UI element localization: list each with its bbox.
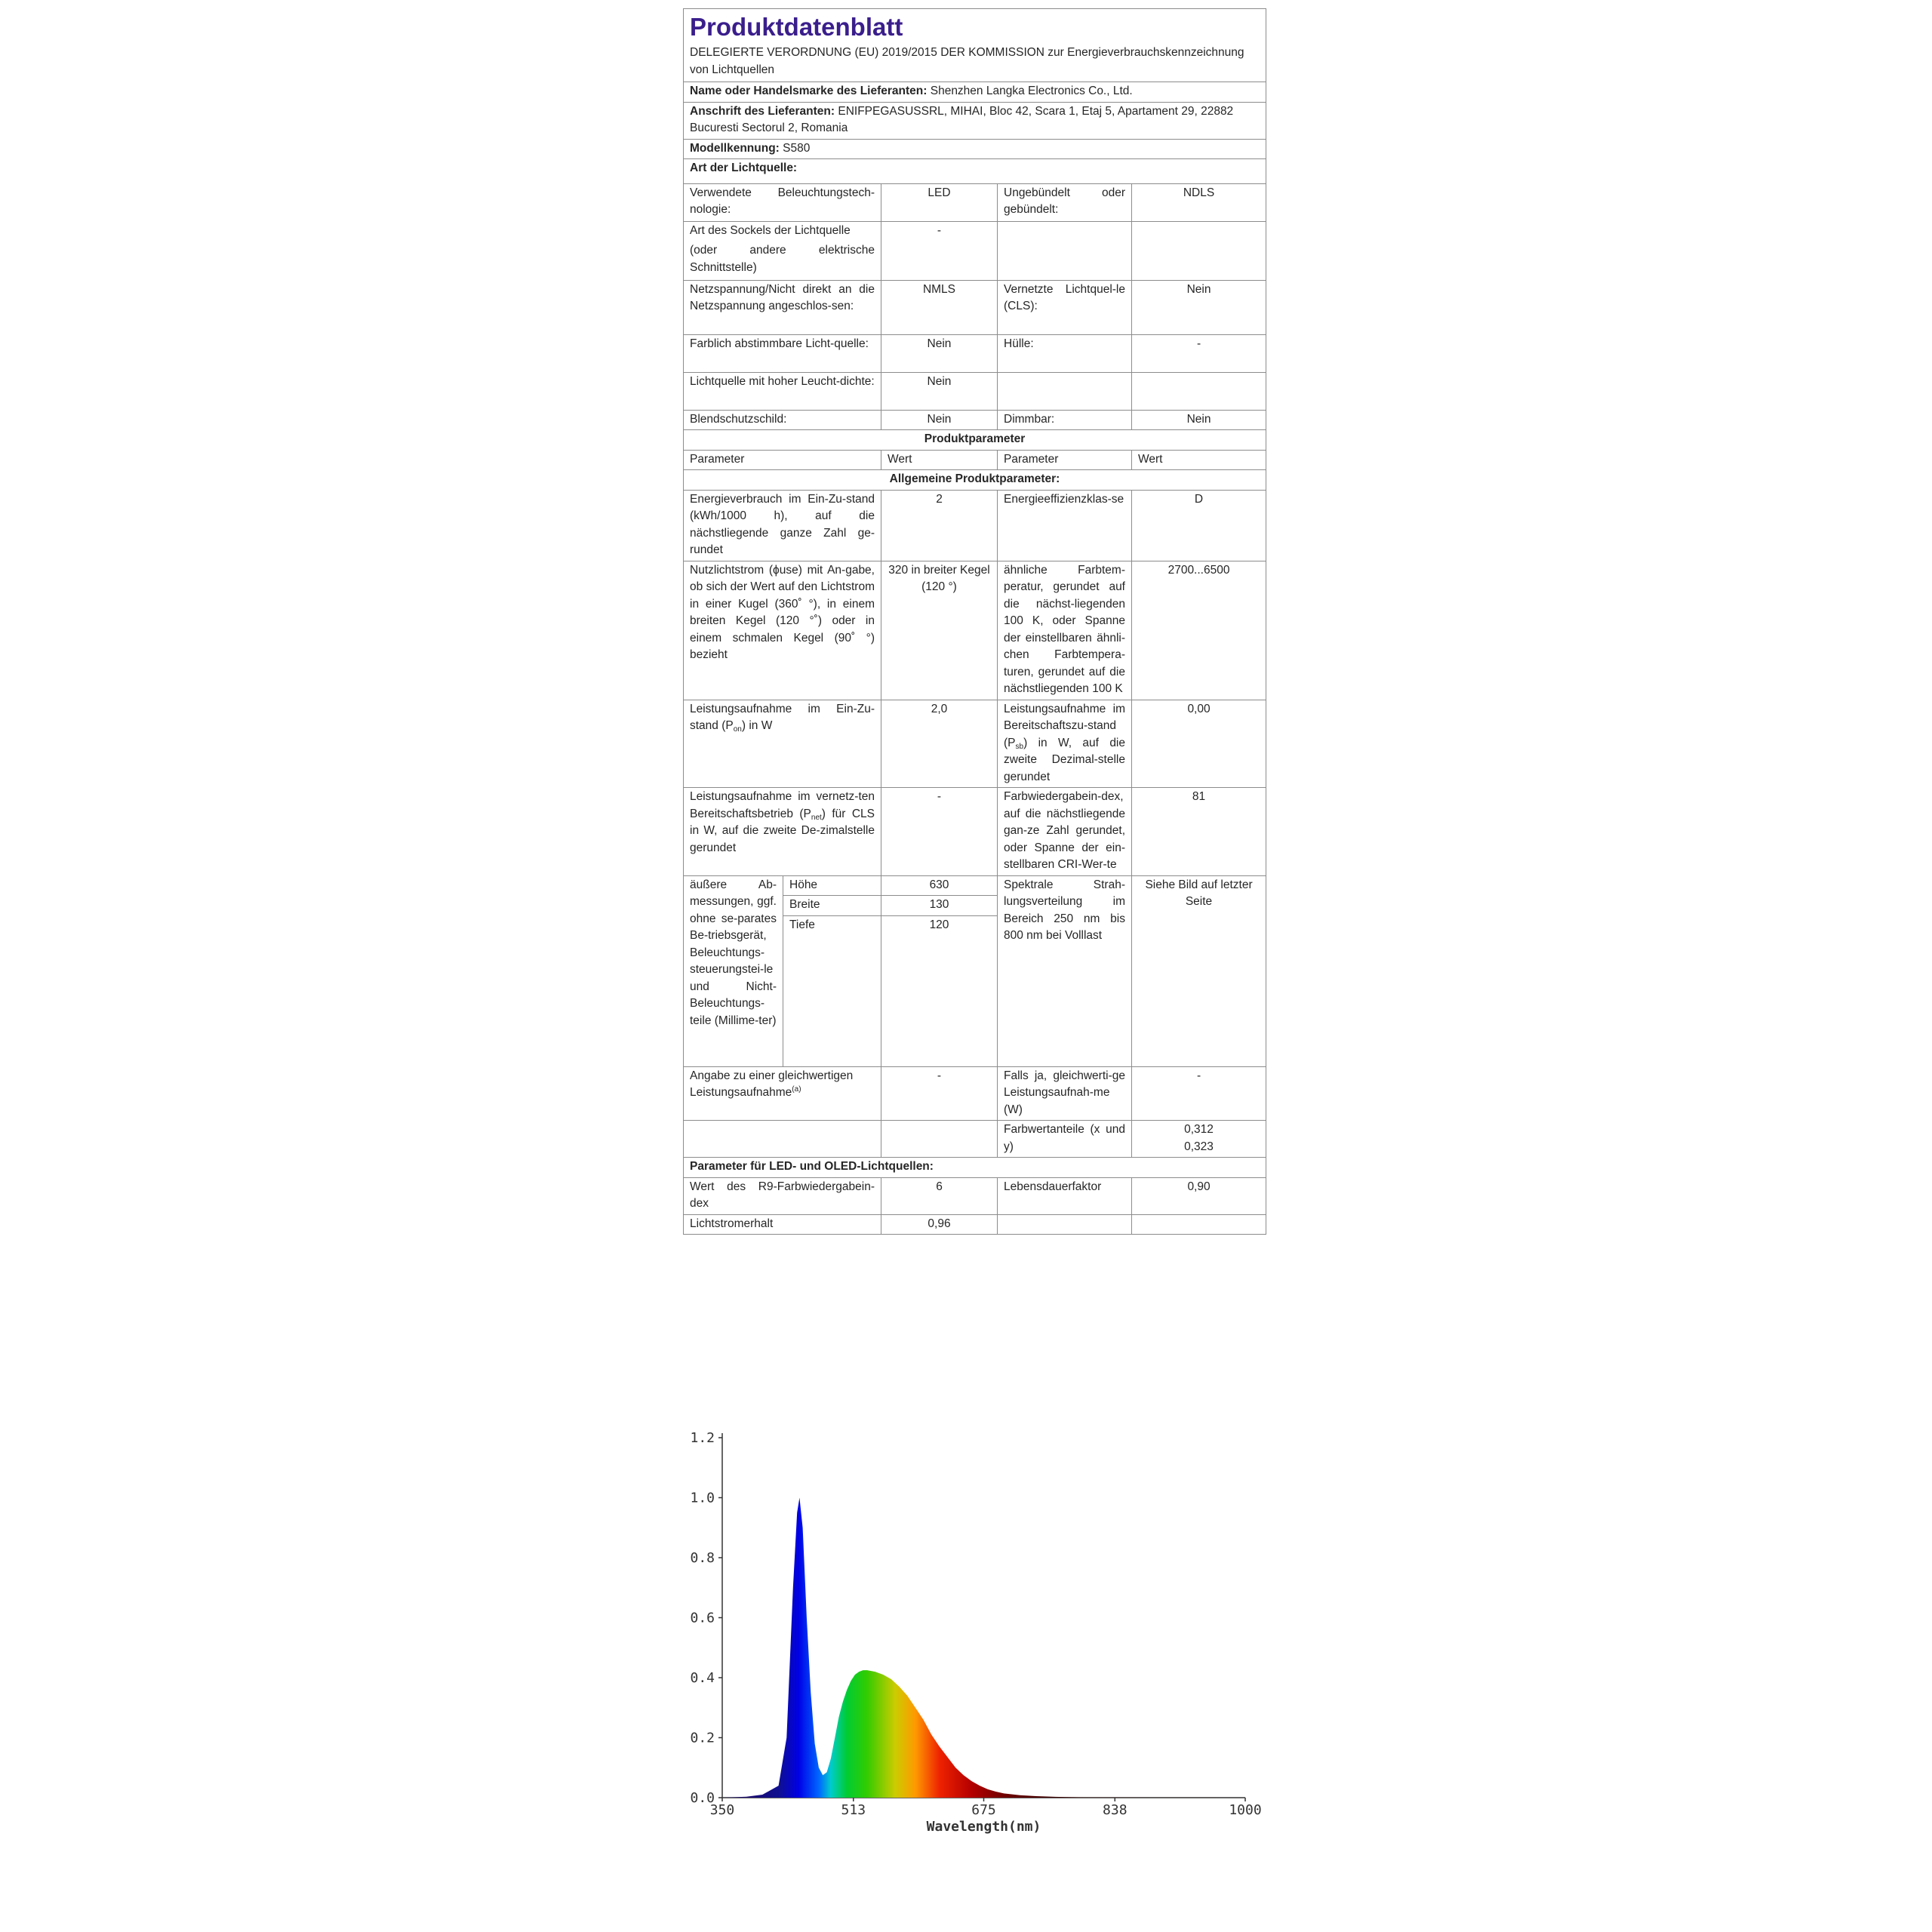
led-parameters-heading: Parameter für LED- und OLED-Lichtquellen: [684, 1158, 1266, 1178]
mains-value: NMLS [881, 280, 998, 334]
y-tick-label: 0.4 [690, 1670, 715, 1686]
cls-label: Vernetzte Lichtquel-le (CLS): [998, 280, 1132, 334]
networked-standby-label: Leistungsaufnahme im vernetz-ten Bereitschaftsbetrieb $(P_{net})$ für CLS in W, auf die zweite De-zimalstelle gerundet [684, 788, 881, 876]
x-tick-label: 1000 [1229, 1802, 1262, 1818]
envelope-value: - [1132, 334, 1266, 372]
x-tick-label: 350 [709, 1802, 735, 1818]
cap-type-value: - [881, 221, 998, 280]
product-parameters-heading: Produktparameter [684, 430, 1266, 451]
empty-cell [998, 221, 1132, 280]
spectrum-area [722, 1498, 1245, 1798]
supplier-name-label: Name oder Handelsmarke des Lieferanten: [690, 85, 928, 97]
on-mode-power-label: Leistungsaufnahme im Ein-Zu-stand $(P_{on})$ in W [684, 700, 881, 788]
directional-label: Ungebündelt oder gebündelt: [998, 183, 1132, 221]
light-source-type-heading: Art der Lichtquelle: [684, 159, 1266, 184]
anti-glare-label: Blendschutzschild: [684, 410, 881, 430]
technology-value: LED [881, 183, 998, 221]
networked-standby-value: - [881, 788, 998, 876]
directional-value: NDLS [1132, 183, 1266, 221]
depth-label: Tiefe [783, 915, 881, 1066]
high-luminance-value: Nein [881, 372, 998, 410]
height-label: Höhe [783, 875, 881, 896]
dimmable-value: Nein [1132, 410, 1266, 430]
empty-cell [998, 1214, 1132, 1235]
equivalent-power-claim-value: - [881, 1066, 998, 1121]
y-tick-label: 1.2 [690, 1430, 715, 1446]
anti-glare-value: Nein [881, 410, 998, 430]
chromaticity-y: 0,323 [1184, 1140, 1214, 1153]
x-tick-label: 838 [1103, 1802, 1128, 1818]
spectral-distribution-chart [683, 1358, 1266, 1932]
column-header-value: Wert [881, 450, 998, 470]
model-label: Modellkennung: [690, 141, 780, 155]
cls-value: Nein [1132, 280, 1266, 334]
empty-cell [881, 1121, 998, 1158]
cri-value: 81 [1132, 788, 1266, 876]
empty-cell [998, 372, 1132, 410]
product-data-sheet [683, 8, 1266, 1235]
page-title: Produktdatenblatt [690, 13, 903, 41]
empty-cell [684, 1121, 881, 1158]
depth-value: 120 [881, 915, 998, 1066]
spectral-distribution-value: Siehe Bild auf letzter Seite [1132, 875, 1266, 1066]
column-header-parameter: Parameter [998, 450, 1132, 470]
energy-consumption-label: Energieverbrauch im Ein-Zu-stand (kWh/1000 h), auf die nächstliegende ganze Zahl ge-rundet [684, 490, 881, 561]
color-tunable-value: Nein [881, 334, 998, 372]
chromaticity-value [1132, 1121, 1266, 1158]
y-tick-label: 0.6 [690, 1610, 715, 1626]
lumen-maintenance-label: Lichtstromerhalt [684, 1214, 881, 1235]
energy-consumption-value: 2 [881, 490, 998, 561]
luminous-flux-value: 320 in breiter Kegel (120 °) [881, 561, 998, 700]
spectral-distribution-label: Spektrale Strah-lungsverteilung im Bereich 250 nm bis 800 nm bei Volllast [998, 875, 1132, 1066]
x-axis-label: Wavelength(nm) [926, 1819, 1041, 1835]
luminous-flux-label: Nutzlichtstrom (ϕuse) mit An-gabe, ob sich der Wert auf den Lichtstrom in einer Kugel (360˚ °), in einem breiten Kegel (120 °˚) oder in einem schmalen Kegel (90˚ °) bezieht [684, 561, 881, 700]
r9-label: Wert des R9-Farbwiedergabein-dex [684, 1177, 881, 1214]
cap-type-cell [684, 221, 881, 280]
dimensions-label: äußere Ab-messungen, ggf. ohne se-parates Be-triebsgerät, Beleuchtungs-steuerungstei-le und Nicht-Beleuchtungs-teile (Millime-ter) [684, 875, 783, 1066]
mains-label: Netzspannung/Nicht direkt an die Netzspannung angeschlos-sen: [684, 280, 881, 334]
empty-cell [1132, 372, 1266, 410]
model-value: S580 [783, 141, 811, 155]
technology-label: Verwendete Beleuchtungstech-nologie: [684, 183, 881, 221]
y-tick-label: 0.2 [690, 1730, 715, 1746]
width-label: Breite [783, 896, 881, 916]
supplier-address-label: Anschrift des Lieferanten: [690, 104, 835, 118]
r9-value: 6 [881, 1177, 998, 1214]
regulation-text: DELEGIERTE VERORDNUNG (EU) 2019/2015 DER KOMMISSION zur Energieverbrauchskennzeichnung von Lichtquellen [690, 46, 1244, 76]
empty-cell [1132, 221, 1266, 280]
cct-label: ähnliche Farbtem-peratur, gerundet auf die nächst-liegenden 100 K, oder Spanne der einstellbaren ähnli-chen Farbtempera-turen, gerundet auf die nächstliegenden 100 K [998, 561, 1132, 700]
x-tick-label: 513 [841, 1802, 866, 1818]
y-tick-label: 0.0 [690, 1790, 715, 1806]
supplier-name-value: Shenzhen Langka Electronics Co., Ltd. [930, 85, 1133, 97]
supplier-address-row [684, 102, 1266, 139]
x-tick-label: 675 [971, 1802, 996, 1818]
equivalent-power-value: - [1132, 1066, 1266, 1121]
on-mode-power-value: 2,0 [881, 700, 998, 788]
high-luminance-label: Lichtquelle mit hoher Leucht-dichte: [684, 372, 881, 410]
chromaticity-label: Farbwertanteile (x und y) [998, 1121, 1132, 1158]
empty-cell [1132, 1214, 1266, 1235]
width-value: 130 [881, 896, 998, 916]
lifetime-factor-label: Lebensdauerfaktor [998, 1177, 1132, 1214]
column-header-value: Wert [1132, 450, 1266, 470]
supplier-name-row [684, 82, 1266, 103]
cct-value: 2700...6500 [1132, 561, 1266, 700]
equivalent-power-label: Falls ja, gleichwerti-ge Leistungsaufnah-me (W) [998, 1066, 1132, 1121]
dimmable-label: Dimmbar: [998, 410, 1132, 430]
data-sheet-table [683, 8, 1266, 1235]
lumen-maintenance-value: 0,96 [881, 1214, 998, 1235]
column-header-parameter: Parameter [684, 450, 881, 470]
cap-type-note: (oder andere elektrische Schnittstelle) [690, 244, 875, 274]
cap-type-label: Art des Sockels der Lichtquelle [690, 223, 851, 237]
y-ticks [690, 1430, 722, 1806]
cri-label: Farbwiedergabein-dex, auf die nächstliegende gan-ze Zahl gerundet, oder Spanne der ein-stellbaren CRI-Wer-te [998, 788, 1132, 876]
standby-power-label: Leistungsaufnahme im Bereitschaftszu-stand $(P_{sb})$ in W, auf die zweite Dezimal-stelle gerundet [998, 700, 1132, 788]
y-tick-label: 0.8 [690, 1550, 715, 1566]
efficiency-class-value: D [1132, 490, 1266, 561]
envelope-label: Hülle: [998, 334, 1132, 372]
lifetime-factor-value: 0,90 [1132, 1177, 1266, 1214]
y-tick-label: 1.0 [690, 1490, 715, 1506]
standby-power-value: 0,00 [1132, 700, 1266, 788]
chromaticity-x: 0,312 [1184, 1123, 1214, 1136]
supplier-address-value: ENIFPEGASUSSRL, MIHAI, Bloc 42, Scara 1, Etaj 5, Apartament 29, 22882 Bucuresti Sectorul 2, Romania [690, 104, 1234, 134]
general-parameters-heading: Allgemeine Produktparameter: [684, 470, 1266, 491]
height-value: 630 [881, 875, 998, 896]
model-row [684, 139, 1266, 159]
color-tunable-label: Farblich abstimmbare Licht-quelle: [684, 334, 881, 372]
x-ticks [710, 1798, 1262, 1818]
equivalent-power-claim-label: Angabe zu einer gleichwertigen Leistungsaufnahme$^{(a)}$ [684, 1066, 881, 1121]
efficiency-class-label: Energieeffizienzklas-se [998, 490, 1132, 561]
